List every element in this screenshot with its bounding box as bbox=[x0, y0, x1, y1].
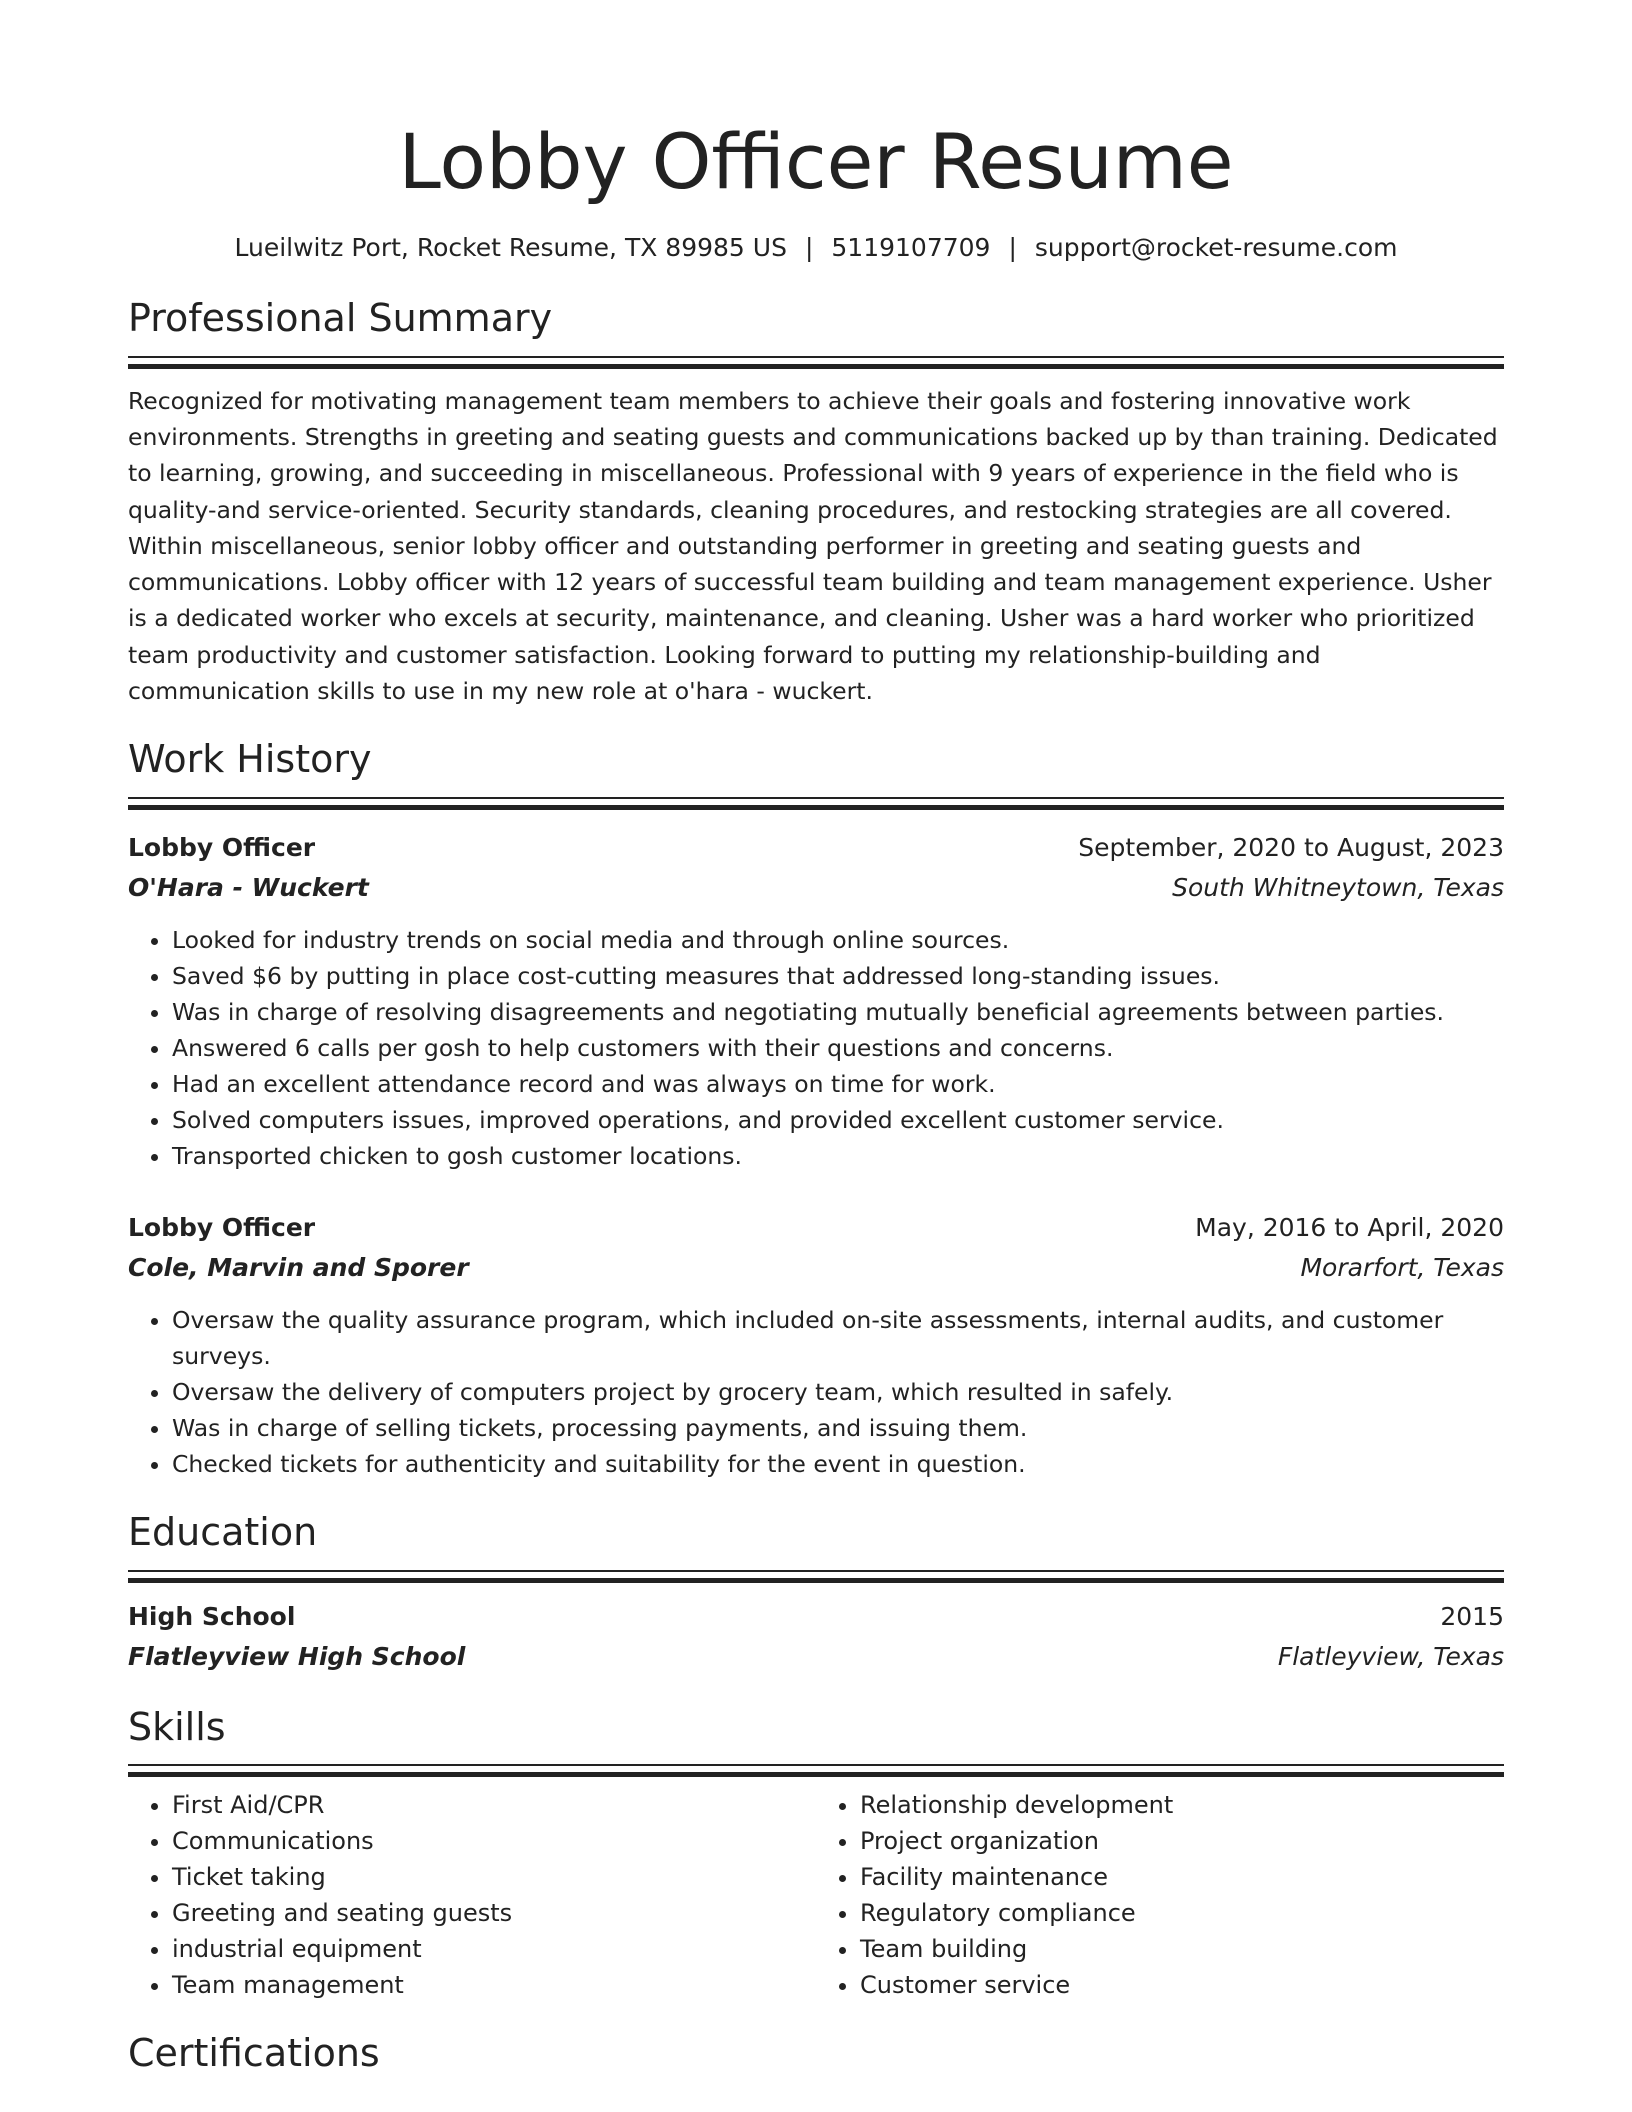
education-year: 2015 bbox=[1440, 1601, 1504, 1631]
contact-phone: 5119107709 bbox=[831, 232, 991, 262]
job-dates: May, 2016 to April, 2020 bbox=[1195, 1212, 1504, 1242]
job-dates: September, 2020 to August, 2023 bbox=[1078, 832, 1504, 862]
job-bullet: • Saved $6 by putting in place cost-cutting measures that addressed long-standing issues. bbox=[172, 958, 1504, 994]
job-bullet: • Oversaw the quality assurance program, which included on-site assessments, internal audits, and customer surveys. bbox=[172, 1302, 1504, 1374]
job-bullet: • Looked for industry trends on social media and through online sources. bbox=[172, 922, 1504, 958]
certifications-section bbox=[128, 2031, 1504, 2077]
job-bullet: • Answered 6 calls per gosh to help customers with their questions and concerns. bbox=[172, 1030, 1504, 1066]
skill-item: • industrial equipment bbox=[172, 1931, 816, 1967]
job-bullet: • Checked tickets for authenticity and suitability for the event in question. bbox=[172, 1446, 1504, 1482]
section-divider bbox=[128, 1764, 1504, 1777]
skill-item: • Team management bbox=[172, 1967, 816, 2003]
job-company-row bbox=[128, 868, 1504, 908]
skills-heading: Skills bbox=[128, 1704, 226, 1749]
section-divider bbox=[128, 356, 1504, 369]
job-bullet: • Was in charge of selling tickets, processing payments, and issuing them. bbox=[172, 1410, 1504, 1446]
job-company: Cole, Marvin and Sporer bbox=[128, 1252, 469, 1282]
skill-item: • Facility maintenance bbox=[860, 1859, 1504, 1895]
job-title: Lobby Officer bbox=[128, 832, 316, 862]
education-section bbox=[128, 1510, 1504, 1677]
section-divider bbox=[128, 1570, 1504, 1583]
education-heading: Education bbox=[128, 1509, 318, 1554]
job-company: O'Hara - Wuckert bbox=[128, 872, 369, 902]
summary-section bbox=[128, 296, 1504, 709]
contact-separator: | bbox=[804, 232, 814, 262]
skills-column-left bbox=[128, 1787, 816, 2003]
resume-title: Lobby Officer Resume bbox=[398, 117, 1234, 206]
education-degree: High School bbox=[128, 1601, 296, 1631]
work-history-section bbox=[128, 737, 1504, 1482]
education-school: Flatleyview High School bbox=[128, 1641, 466, 1671]
job-company-row bbox=[128, 1248, 1504, 1288]
job-entry bbox=[128, 1208, 1504, 1482]
job-bullet: • Oversaw the delivery of computers project by grocery team, which resulted in safely. bbox=[172, 1374, 1504, 1410]
job-entry bbox=[128, 828, 1504, 1174]
skill-item: • Team building bbox=[860, 1931, 1504, 1967]
job-bullet: • Transported chicken to gosh customer locations. bbox=[172, 1138, 1504, 1174]
skill-item: • Ticket taking bbox=[172, 1859, 816, 1895]
job-bullet: • Solved computers issues, improved operations, and provided excellent customer service. bbox=[172, 1102, 1504, 1138]
skill-item: • Relationship development bbox=[860, 1787, 1504, 1823]
job-title-row bbox=[128, 828, 1504, 868]
skills-grid bbox=[128, 1787, 1504, 2003]
skill-item: • Communications bbox=[172, 1823, 816, 1859]
job-bullets bbox=[128, 922, 1504, 1174]
summary-heading: Professional Summary bbox=[128, 296, 553, 341]
contact-address: Lueilwitz Port, Rocket Resume, TX 89985 US bbox=[234, 232, 787, 262]
skill-item: • Regulatory compliance bbox=[860, 1895, 1504, 1931]
skill-item: • Project organization bbox=[860, 1823, 1504, 1859]
education-school-row bbox=[128, 1637, 1504, 1677]
section-divider bbox=[128, 797, 1504, 810]
work-history-heading: Work History bbox=[128, 737, 372, 782]
skill-item: • First Aid/CPR bbox=[172, 1787, 816, 1823]
job-bullet: • Had an excellent attendance record and was always on time for work. bbox=[172, 1066, 1504, 1102]
contact-email: support@rocket-resume.com bbox=[1034, 232, 1398, 262]
job-location: Morarfort, Texas bbox=[1300, 1252, 1504, 1282]
skills-column-right bbox=[816, 1787, 1504, 2003]
education-degree-row bbox=[128, 1597, 1504, 1637]
job-bullet: • Was in charge of resolving disagreements and negotiating mutually beneficial agreements between parties. bbox=[172, 994, 1504, 1030]
skills-section bbox=[128, 1705, 1504, 2004]
education-location: Flatleyview, Texas bbox=[1277, 1641, 1504, 1671]
job-location: South Whitneytown, Texas bbox=[1172, 872, 1504, 902]
education-entry bbox=[128, 1597, 1504, 1677]
job-title-row bbox=[128, 1208, 1504, 1248]
certifications-heading: Certifications bbox=[128, 2031, 380, 2076]
job-bullets bbox=[128, 1302, 1504, 1482]
contact-separator: | bbox=[1008, 232, 1017, 262]
job-title: Lobby Officer bbox=[128, 1212, 316, 1242]
skill-item: • Greeting and seating guests bbox=[172, 1895, 816, 1931]
contact-line bbox=[128, 232, 1504, 265]
summary-text: Recognized for motivating management team members to achieve their goals and fostering innovative work environments. Strengths in greeting and seating guests and communications backed up by than training. Dedicated to learning, growing, and succeeding in miscellaneous. Professional with 9 years of experience in the field who is quality-and service-oriented. Security standards, cleaning procedures, and restocking strategies are all covered. Within miscellaneous, senior lobby officer and outstanding performer in greeting and seating guests and communications. Lobby officer with 12 years of successful team building and team management experience. Usher is a dedicated worker who excels at security, maintenance, and cleaning. Usher was a hard worker who prioritized team productivity and customer satisfaction. Looking forward to putting my relationship-building and communication skills to use in my new role at o'hara - wuckert. bbox=[128, 386, 1498, 706]
skill-item: • Customer service bbox=[860, 1967, 1504, 2003]
